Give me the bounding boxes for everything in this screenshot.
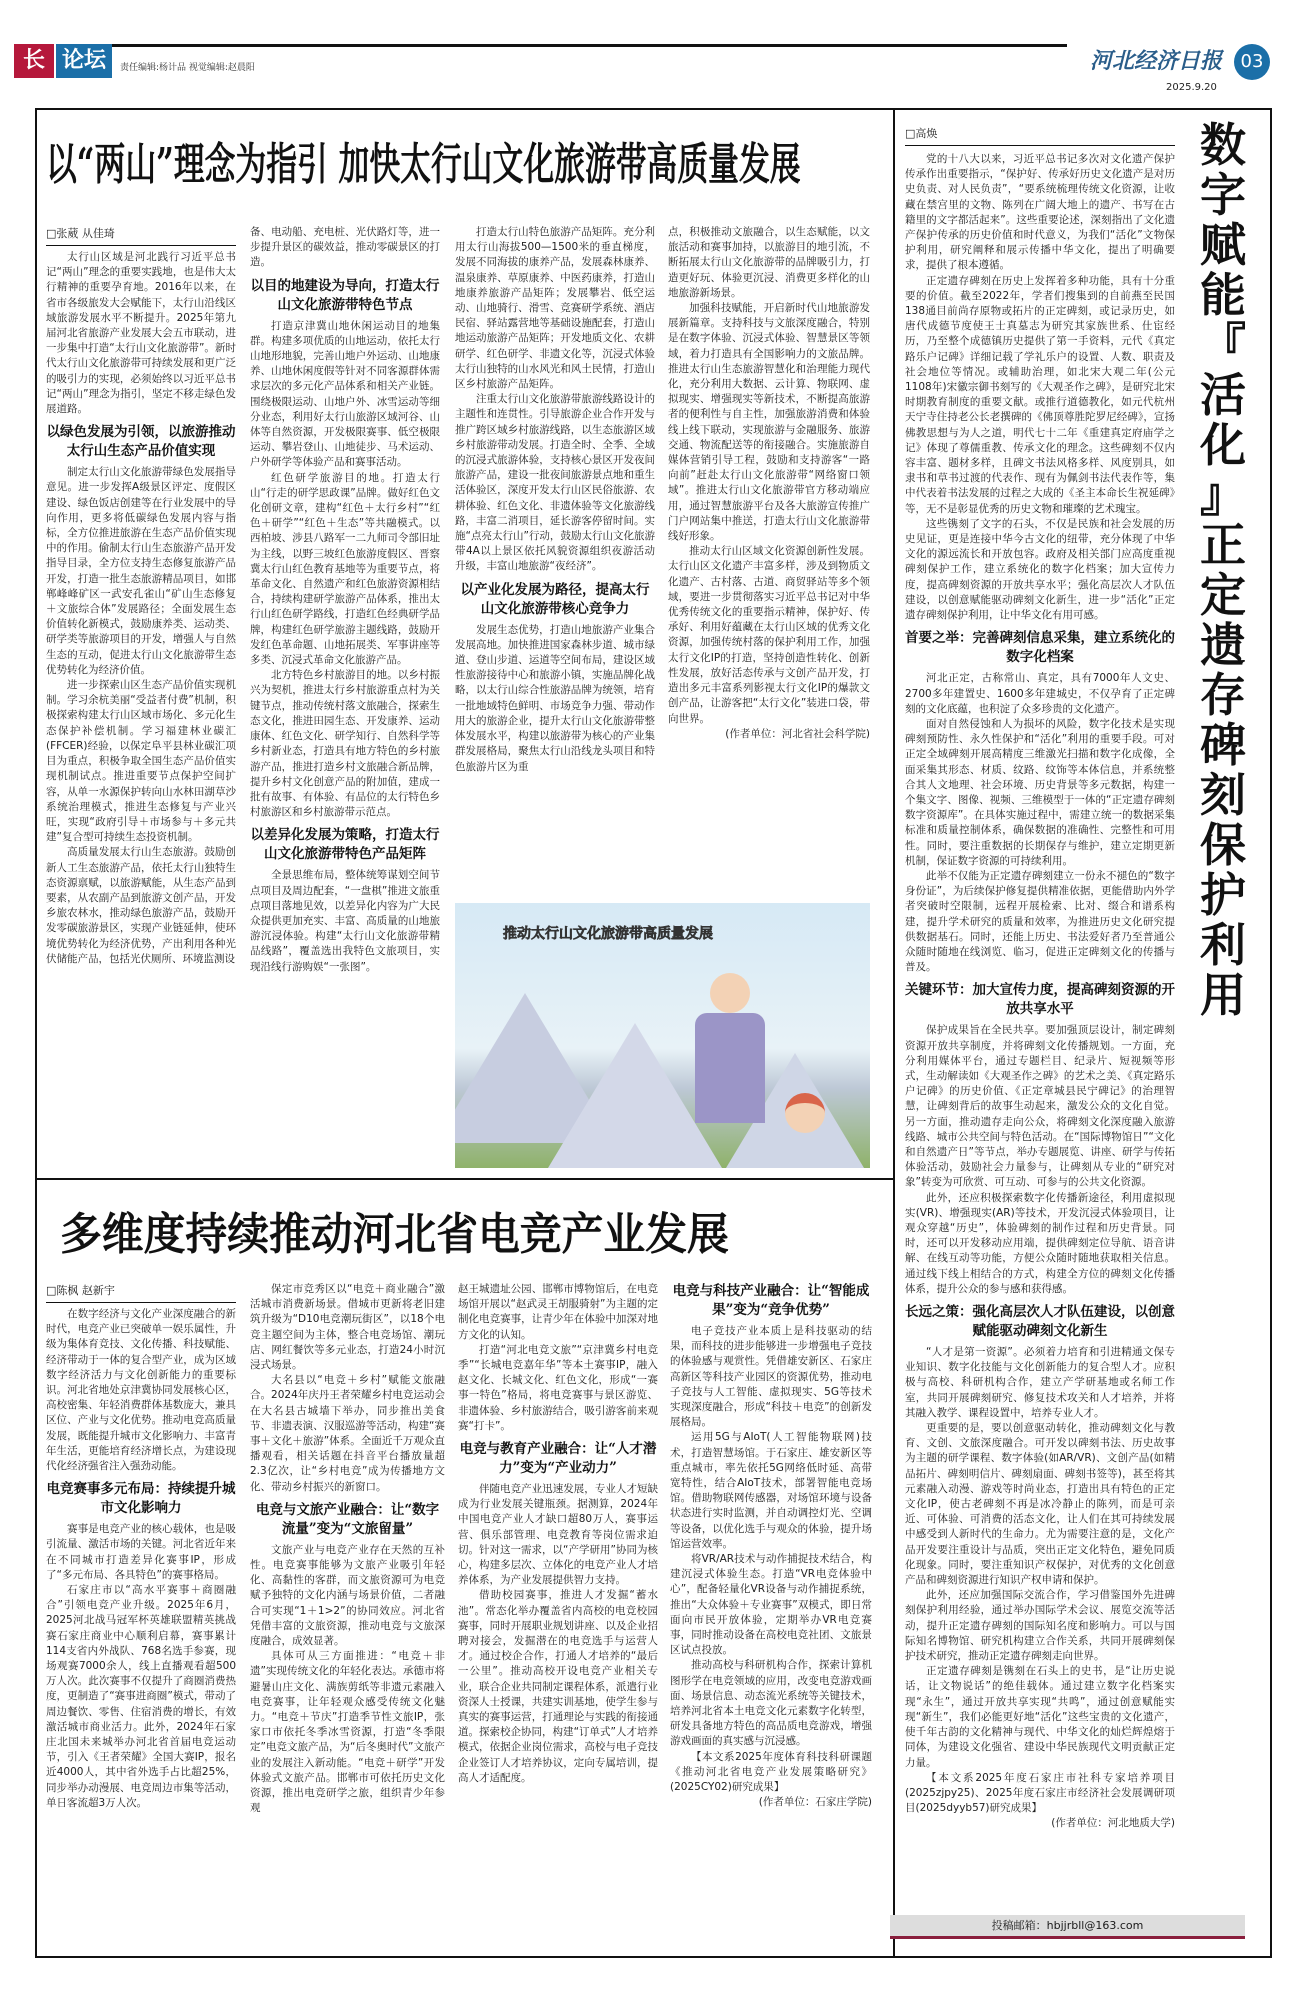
article1-byline: □张葳 从佳琦 [46, 225, 236, 246]
article3-body [905, 152, 1175, 1907]
paragraph: 推动高校与科研机构合作，探索计算机图形学在电竞领域的应用，改变电竞游戏画面、场景信息、动态流光系统等关键技术，培养河北省本土电竞文化元素数字化转型，研发具备地方特色的高品质电竞游戏，增强游戏画面的真实感与沉浸感。 [670, 1659, 872, 1748]
subheading: 以产业化发展为路径，提高太行山文化旅游带核心竞争力 [460, 581, 650, 617]
submission-email[interactable]: 投稿邮箱：hbjjrbll@163.com [890, 1915, 1245, 1939]
paragraph: 正定遗存碑刻是镌刻在石头上的史书，是“让历史说话，让文物说话”的绝佳载体。通过建立数字化档案实现“永生”，通过开放共享实现“共鸣”，通过创意赋能实现“新生”，我们必能更好地“活化”这些宝贵的文化遗产，使千年古韵的文化精神与现代、中华文化的灿烂辉煌熔于同体，为建设文化强省、建设中华民族现代文明贡献正定力量。 [905, 1665, 1175, 1769]
subheading: 关键环节：加大宣传力度，提高碑刻资源的开放共享水平 [905, 982, 1175, 1018]
paragraph: 打造“河北电竞文旅”“京津冀乡村电竞季”“长城电竞嘉年华”等本土赛事IP，融入赵文化、长城文化、红色文化，形成“一赛事一特色”格局，将电竞赛事与景区游览、非遗体验、乡村旅游结合，吸引游客前来观赛“打卡”。 [458, 1343, 658, 1432]
vertical-title-char: 保 [1200, 818, 1246, 872]
vertical-title-char: 能 [1200, 268, 1246, 322]
paragraph: 将VR/AR技术与动作捕捉技术结合，构建沉浸式体验生态。打造“VR电竞体验中心”，配备轻量化VR设备与动作捕捉系统，推出“大众体验＋专业赛事”双模式，即日常面向市民开放体验，定期举办VR电竞赛事，同时推动设备在高校电竞社团、文旅景区试点投放。 [670, 1553, 872, 1657]
vertical-title-char: 活 [1200, 368, 1246, 422]
column-divider [893, 108, 895, 1958]
paragraph: 借助校园赛事，推进人才发掘“蓄水池”。常态化举办覆盖省内高校的电竞校园赛事，同时开展职业规划讲座、以及企业招聘对接会，发掘潜在的电竞选手与运营人才。通过校企合作，打通人才培养的“最后一公里”。推动高校开设电竞产业相关专业，联合企业共同制定课程体系，派遣行业资深人士授课，共建实训基地，使学生参与真实的赛事运营，打通理论与实践的衔接通道。探索校企协同，构建“订单式”人才培养模式，依据企业岗位需求，高校与电子竞技企业签订人才培养协议，定向专属培训，提高人才适配度。 [458, 1589, 658, 1784]
article2-column-3 [458, 1282, 658, 1947]
tourist-figure [710, 973, 750, 1013]
article1-title: 以“两山”理念为指引 加快太行山文化旅游带高质量发展 [46, 139, 801, 190]
author-affiliation: (作者单位：河北地质大学) [1051, 1817, 1175, 1830]
paragraph: 保定市竞秀区以“电竞＋商业融合”激活城市消费新场景。借城市更新将老旧建筑升级为“D10电竞潮玩街区”，以18个电竞主题空间为主体，整合电竞场馆、潮玩店、网红餐饮等多元业态，打造24小时沉浸式场景。 [250, 1283, 445, 1372]
paragraph: 运用5G与AIoT(人工智能物联网)技术，打造智慧场馆。于石家庄、雄安新区等重点城市，率先依托5G网络低时延、高带宽特性，结合AIoT技术，部署智能电竞场馆。借助物联网传感器，对场馆环境与设备状态进行实时监测，并自动调控灯光、空调等设备，以优化选手与观众的体验，提升场馆运营效率。 [670, 1431, 872, 1550]
vertical-title-char: 』 [1200, 468, 1246, 522]
paragraph: 点，积极推动文旅融合，以生态赋能，以文旅活动和赛事加持，以旅游目的地引流，不断拓展太行山文化旅游带的品牌吸引力，打造更好玩、体验更沉浸、消费更多样化的山地旅游新场景。 [668, 226, 870, 299]
vertical-title-char: 刻 [1200, 768, 1246, 822]
paragraph: “人才是第一资源”。必须着力培育和引进精通文保专业知识、数字化技能与文化创新能力的复合型人才。应积极与高校、科研机构合作，建立产学研基地或名师工作室，共同开展碑刻研究、修复技术攻关和人才培养，并将其融入教学、课程设置中，培养专业人才。 [905, 1346, 1175, 1419]
article1-column-3 [455, 225, 655, 895]
vertical-title-char: 用 [1200, 968, 1246, 1022]
paragraph: 赛事是电竞产业的核心载体，也是吸引流量、激活市场的关键。河北省近年来在不同城市打造差异化赛事IP，形成了“多元布局、各具特色”的赛事格局。 [46, 1523, 236, 1581]
newspaper-masthead: 河北经济日报 [1090, 48, 1223, 74]
vertical-title-char: 字 [1200, 168, 1246, 222]
vertical-title-char: 『 [1200, 318, 1246, 372]
subheading: 以差异化发展为策略，打造太行山文化旅游带特色产品矩阵 [250, 827, 440, 863]
paragraph: 推动太行山区域文化资源创新性发展。太行山区文化遗产丰富多样，涉及到物质文化遗产、古村落、古道、商贸驿站等多个领域，要进一步贯彻落实习近平总书记对中华优秀传统文化的重要指示精神，保护好、传承好、利用好蕴藏在太行山区域的优秀文化资源，加强传统村落的保护利用工作，加强太行文化IP的打造，坚持创造性转化、创新性发展，放好活态传承与文创产品开发，打造出多元丰富系列影视太行文化IP的爆款文创产品，让游客把“太行文化”装进口袋，带向世界。 [668, 545, 870, 725]
illustration-caption: 推动太行山文化旅游带高质量发展 [503, 926, 713, 942]
editors-credit: 责任编辑:杨计品 视觉编辑:赵晨阳 [120, 63, 255, 73]
vertical-title-char: 定 [1200, 568, 1246, 622]
subheading: 首要之举：完善碑刻信息采集，建立系统化的数字化档案 [905, 630, 1175, 666]
vertical-title-char: 存 [1200, 668, 1246, 722]
paragraph: 大名县以“电竞＋乡村”赋能文旅融合。2024年庆丹王者荣耀乡村电竞运动会在大名县古城墙下举办，同步推出美食节、非遗表演、汉服巡游等活动，构建“赛事＋文化＋旅游”体系。全面近千万观众直播观看，相关话题在抖音平台播放量超2.3亿次，让“乡村电竞”成为传播地方文化、带动乡村振兴的新窗口。 [250, 1374, 445, 1493]
article2-title: 多维度持续推动河北省电竞产业发展 [60, 1209, 729, 1260]
paragraph: 石家庄市以“高水平赛事＋商圈融合”引领电竞产业升级。2025年6月，2025河北战马冠军杯英雄联盟精英挑战赛石家庄商业中心顺利启幕，赛事累计114支省内外战队、768名选手参赛，现场观赛7000余人，线上直播观看超500万人次。此次赛事不仅提升了商圈消费热度，更制造了“赛事进商圈”模式，带动了周边餐饮、零售、住宿消费的增长，有效激活城市商业活力。此外，2024年石家庄北国未来城举办河北省首届电竞运动节，引入《王者荣耀》全国大赛IP，报名近4000人，其中省外选手占比超25%，同步举办动漫展、电竞周边市集等活动，单日客流超3万人次。 [46, 1584, 236, 1809]
vertical-title-char: 碑 [1200, 718, 1246, 772]
paragraph: 注重太行山文化旅游带旅游线路设计的主题性和连贯性。引导旅游企业合作开发与推广跨区域乡村旅游线路，以生态旅游区域乡村旅游带动发展。打造全时、全季、全域的沉浸式旅游体验，支持核心景区开发夜间旅游产品，建设一批夜间旅游景点地和重生活体验区，深度开发太行山区民俗旅游、农耕体验、红色文化、非遗体验等文化旅游线路，丰富二消项目，延长游客停留时间。实施“点亮太行山”行动，鼓励太行山文化旅游带4A以上景区依托风貌资源组织夜游活动升级，丰富山地旅游“夜经济”。 [455, 393, 655, 573]
paragraph: 更重要的是，要以创意驱动转化，推动碑刻文化与教育、文创、文旅深度融合。可开发以碑刻书法、历史故事为主题的研学课程、数字体验(如AR/VR)、文创产品(如精品拓片、碑刻明信片、碑刻扇面、碑刻书签等)，甚至将其元素融入动漫、游戏等时尚业态，打造出具有特色的正定文化IP，使古老碑刻不再是冰冷静止的陈列，而是可亲近、可体验、可消费的活态文化，让人们在其可持续发展中感受到人新时代的生命力。尤为需要注意的是，文化产品开发要注重设计与品质，突出正定文化特色，避免同质化现象。同时，要注重知识产权保护，对优秀的文化创意产品和碑刻资源进行知识产权申请和保护。 [905, 1422, 1175, 1587]
paragraph: 打造京津冀山地休闲运动目的地集群。构建多项优质的山地运动，依托太行山地形地貌，完善山地户外运动、山地康养、山地休闲度假等针对不同客源群体需求层次的多元化产品体系和相关产业链。围绕极限运动、山地户外、冰雪运动等细分业态，利用好太行山旅游区域河谷、山体等自然资源，开发极限赛事、低空极限运动、攀岩登山、山地徒步、马术运动、户外研学等体验产品和赛事活动。 [250, 319, 440, 469]
paragraph: 加强科技赋能，开启新时代山地旅游发展新篇章。支持科技与文旅深度融合，特别是在数字体验、沉浸式体验、智慧景区等领域，着力打造具有全国影响力的文旅品牌。推进太行山生态旅游智慧化和治理能力现代化，充分利用大数据、云计算、物联网、虚拟现实、增强现实等新技术，不断提高旅游者的便利性与自主性，加强旅游消费和体验线上线下联动，实现旅游与金融服务、旅游交通、物流配送等的衔接融合。实施旅游自媒体营销引导工程，鼓励和支持游客“一路向前”赶赴太行山文化旅游带“网络窗口领域”。推进太行山文化旅游带官方移动端应用，通过智慧旅游平台及各大旅游宣传推广门户网站集中推送，打造太行山文化旅游带线好形象。 [668, 302, 870, 543]
funding-note: 【本文系2025年度体育科技科研课题《推动河北省电竞产业发展策略研究》(2025CY02)研究成果】 [670, 1750, 872, 1794]
vertical-title-char: 数 [1200, 118, 1246, 172]
page-number: 03 [1234, 44, 1270, 80]
paragraph: 红色研学旅游目的地。打造太行山“行走的研学思政课”品牌。做好红色文化创研文章，建构“红色＋太行乡村”“红色＋研学”“红色＋生态”等共融模式。以西柏坡、涉县八路军一二九师司令部旧址为主线，以野三坡红色旅游度假区、晋察冀太行山红色教育基地等为重要节点，将革命文化、自然遗产和红色旅游资源相结合，持续构建研学旅游产品体系，推出太行山红色研学路线，打造红色经典研学品牌，构建红色研学旅游主题线路，鼓励开发红色革命题、山地拓展类、军事讲座等多类、沉浸式革命文化旅游产品。 [250, 471, 440, 667]
section-logo-luntan: 论坛 [56, 44, 112, 78]
vertical-title-char: 正 [1200, 518, 1246, 572]
vertical-title-char: 赋 [1200, 218, 1246, 272]
article-divider [35, 1178, 895, 1180]
illustration-tourists-mountains [455, 903, 870, 1168]
paragraph: 此举不仅能为正定遗存碑刻建立一份永不褪色的“数字身份证”，为后续保护修复提供精准依据，更能借助内外学者突破时空限制，远程开展检索、比对、缀合和谱系构建，提升学术研究的质量和效率，为推进历史文化研究提供数据基石。同时，还能上历史、书法爱好者乃至普通公众随时随地在线浏览、临习，促进正定碑刻文化的传播与普及。 [905, 869, 1175, 974]
subheading: 以目的地建设为导向，打造太行山文化旅游带特色节点 [250, 277, 440, 313]
paragraph: 文旅产业与电竞产业存在天然的互补性。电竞赛事能够为文旅产业吸引年轻化、高黏性的客群，而文旅资源可为电竞赋予独特的文化内涵与场景价值，二者融合可实现“1＋1>2”的协同效应。河北省凭借丰富的文旅资源，推动电竞与文旅深度融合，成效显著。 [250, 1543, 445, 1648]
paragraph: 制定太行山文化旅游带绿色发展指导意见。进一步发挥A级景区评定、度假区建设、绿色饭店创建等在行业发展中的导向作用，更多将低碳绿色发展内容与指标，全方位推进旅游在生态产品价值实现中的作用。偷制太行山生态旅游产品开发指导目录，全方位支持生态修复旅游产品开发，打造一批生态旅游精品项目，如邯郸峰峰矿区一武安孔雀山“矿山生态修复＋文旅综合体”发展路径；全面发展生态价值转化新模式，鼓励康养类、运动类、研学类等旅游项目的开发，增强人与自然生态的互动，促进太行山文化旅游带生态优势转化为经济价值。 [46, 466, 236, 676]
paragraph: 面对自然侵蚀和人为损坏的风险，数字化技术是实现碑刻预防性、永久性保护和“活化”利用的重要手段。可对正定全域碑刻开展高精度三维激光扫描和数字化成像，全面采集其形态、材质、纹路、纹饰等本体信息，并系统整合其人文地理、社会环境、历史背景等多元数据，构建一个集文字、图像、视频、三维模型于一体的“正定遗存碑刻数字资源库”。在具体实施过程中，需建立统一的数据采集标准和质量控制体系，确保数据的准确性、完整性和可用性。同时，要注重数据的长期保存与维护，建立定期更新机制，保证数字资源的可持续利用。 [905, 717, 1175, 867]
paragraph: 这些镌刻了文字的石头，不仅是民族和社会发展的历史见证，更是连接中华今古文化的纽带，充分体现了中华文化的源远流长和开放包容。政府及相关部门应高度重视碑刻保护工作，建立系统化的数字化档案；加大宣传力度，提高碑刻资源的开放共享水平；强化高层次人才队伍建设，以创意赋能驱动碑刻文化新生，进一步“活化”正定遗存碑刻保护利用，让中华文化有用可感。 [905, 517, 1175, 622]
paragraph: 河北正定，古称常山、真定，具有7000年人文史、2700多年建置史、1600多年建城史，不仅孕育了正定碑刻的文化底蕴，也积淀了众多珍贵的文化遗产。 [905, 672, 1175, 715]
subheading: 以绿色发展为引领，以旅游推动太行山生态产品价值实现 [46, 424, 236, 460]
paragraph: 打造太行山特色旅游产品矩阵。充分利用太行山海拔500—1500米的垂直梯度，发展不同海拔的康养产品，发展森林康养、温泉康养、草原康养、中医药康养，打造山地康养旅游产品矩阵；发展攀岩、低空运动、山地骑行、滑雪、竞赛研学系统、酒店民宿、驿站露营地等基础设施配套，打造山地运动旅游产品矩阵；开发地质文化、农耕研学、红色研学、非遗文化等，沉浸式体验太行山独特的山水风光和风土民情，打造山区乡村旅游产品矩阵。 [455, 226, 655, 391]
article2-column-1 [46, 1307, 236, 1947]
paragraph: 备、电动船、充电桩、光伏路灯等，进一步提升景区的碳效益，推动零碳景区的打造。 [250, 226, 440, 269]
author-affiliation: (作者单位：石家庄学院) [758, 1796, 872, 1809]
issue-date: 2025.9.20 [1166, 82, 1217, 93]
paragraph: 此外，还应加强国际交流合作，学习借鉴国外先进碑刻保护利用经验，通过举办国际学术会议、展览交流等活动，提升正定遗存碑刻的国际知名度和影响力。可以与国际知名博物馆、研究机构建立合作关系，共同开展碑刻保护技术研究，推动正定遗存碑刻走向世界。 [905, 1589, 1175, 1663]
paragraph: 党的十八大以来，习近平总书记多次对文化遗产保护传承作出重要指示，“保护好、传承好历史文化遗产是对历史负责、对人民负责”，“要系统梳理传统文化资源，让收藏在禁宫里的文物、陈列在广阔大地上的遗产、书写在古籍里的文字都活起来”。这些重要论述，深刻指出了文化遗产保护传承的历史价值和时代意义，为我们“活化”文物保护利用，研究阐释和展示传播中华文化，提出了明确要求，提供了根本遵循。 [905, 153, 1175, 272]
vertical-title-char: 化 [1200, 418, 1246, 472]
author-affiliation: (作者单位：河北省社会科学院) [725, 727, 870, 740]
funding-note: 【本文系2025年度石家庄市社科专家培养项目(2025zjpy25)、2025年度石家庄市经济社会发展调研项目(2025dyyb57)研究成果】 [905, 1771, 1175, 1815]
paragraph: 伴随电竞产业迅速发展，专业人才短缺成为行业发展关键瓶颈。据测算，2024年中国电竞产业人才缺口超80万人，赛事运营、俱乐部管理、电竞教育等岗位需求迫切。针对这一需求，以“产学研用”协同为核心，构建多层次、立体化的电竞产业人才培养体系，为产业发展提供智力支持。 [458, 1483, 658, 1587]
article1-column-2 [250, 225, 440, 1170]
article2-column-4 [670, 1282, 872, 1947]
paragraph: 保护成果旨在全民共享。要加强顶层设计，制定碑刻资源开放共享制度，并将碑刻文化传播规划。一方面，充分利用媒体平台，通过专题栏目、纪录片、短视频等形式，生动解读如《大观圣作之碑》的艺术之美、《真定路乐户记碑》的历史价值、《正定章城县民宁碑记》的治理智慧，让碑刻背后的故事生动起来，激发公众的文化自觉。另一方面，推动遗存走向公众，将碑刻文化深度融入旅游线路、城市公共空间与特色活动。在“国际博物馆日”“文化和自然遗产日”等节点，举办专题展览、讲座、研学与传拓体验活动，鼓励社会力量参与，让碑刻从专业的“研究对象”转变为可欣赏、可互动、可参与的公共文化资源。 [905, 1024, 1175, 1189]
paragraph: 全景思维布局，整体统筹谋划空间节点项目及周边配套，“一盘棋”推进文旅重点项目落地见效，以差异化内容为广大民众提供更加充实、丰富、高质量的山地旅游沉浸体验。构建“太行山文化旅游带精品线路”，覆盖选出我特色文旅项目，实现沿线行游购娱“一张图”。 [250, 869, 440, 973]
article3-byline: □高焕 [905, 125, 1175, 146]
subheading: 电竞与教育产业融合：让“人才潜力”变为“产业动力” [459, 1441, 657, 1477]
paragraph: 此外，还应积极探索数字化传播新途径，利用虚拟现实(VR)、增强现实(AR)等技术，开发沉浸式体验项目，让观众穿越“历史”，体验碑刻的制作过程和历史背景。同时，还可以开发移动应用端，提供碑刻定位导航、语音讲解、在线互动等功能，方便公众随时随地获取相关信息。通过线下线上相结合的方式，构建全方位的碑刻文化传播体系，提升公众的参与感和获得感。 [905, 1191, 1175, 1295]
subheading: 电竞与科技产业融合：让“智能成果”变为“竞争优势” [672, 1283, 870, 1318]
subheading: 电竞赛事多元布局：持续提升城市文化影响力 [46, 1481, 236, 1517]
article2-column-2 [250, 1282, 445, 1947]
paragraph: 北方特色乡村旅游目的地。以乡村振兴为契机，推进太行乡村旅游重点村为关键节点，推动传统村落文旅融合，探索生态文化，推进田园生态、开发康养、运动康体、红色文化、研学知行、自然科学等乡村新业态，打造具有地方特色的乡村旅游产品，推进打造乡村文旅融合新品牌，提升乡村文化创意产品的附加值，建成一批有故事、有体验、有品位的太行特色乡村旅游区和乡村旅游带示范点。 [250, 669, 440, 819]
paragraph: 电子竞技产业本质上是科技驱动的结果，而科技的进步能够进一步增强电子竞技的体验感与观赏性。凭借雄安新区、石家庄高新区等科技产业园区的资源优势，推动电子竞技与人工智能、虚拟现实、5G等技术实现深度融合，形成“科技＋电竞”的创新发展格局。 [670, 1325, 872, 1429]
paragraph: 高质量发展太行山生态旅游。鼓励创新人工生态旅游产品，依托太行山独特生态资源禀赋，以旅游赋能，从生态产品到要素，从农副产品到旅游文创产品，开发乡旅农林水，推动绿色旅游产品，鼓励开发零碳旅游景区，实现产业链延伸，使环境优势转化为经济优势，产出利用各种光伏储能产品，包括光伏厕所、环境监测设 [46, 846, 236, 965]
article3-vertical-title [1183, 120, 1263, 1020]
paragraph: 太行山区域是河北践行习近平总书记“两山”理念的重要实践地，也是伟大太行精神的重要孕育地。2016年以来，在省市各级旅发大会赋能下，太行山沿线区域旅游发展水平不断提升。2025年第九届河北省旅游产业发展大会五市联动，进一步集中打造“太行山文化旅游带”。新时代太行山文化旅游带可持续发展和更广泛的吸引力的实现，必须始终以习近平总书记“两山”理念为指引，坚定不移走绿色发展道路。 [46, 251, 236, 416]
article2-byline: □陈枫 赵新宇 [46, 1282, 236, 1303]
vertical-title-char: 护 [1200, 868, 1246, 922]
subheading: 长远之策：强化高层次人才队伍建设，以创意赋能驱动碑刻文化新生 [905, 1304, 1175, 1340]
paragraph: 正定遗存碑刻在历史上发挥着多种功能，具有十分重要的价值。截至2022年，学者们搜集到的自前燕至民国138通目前尚存原物或拓片的正定碑刻，或记录历史，如唐代成德节度使王士真墓志为研究其家族世系、仕宦经历，乃至整个成德镇历史提供了第一手资料，元代《真定路乐户记碑》详细记载了学礼乐户的设置、人数、职责及社会地位等情况。或辅助治理，如北宋大观二年(公元1108年)宋徽宗御书刻写的《大观圣作之碑》，是研究北宋时期教育制度的重要文献。或推行道德教化，如元代杭州天宁寺住持老公长老撰碑的《佛顶尊胜陀罗尼经碑》，宣扬佛教思想与为人之道，明代七十二年《重建真定府庙学之记》体现了尊儒重教、传承文化的理念。这些碑刻不仅内容丰富、题材多样，且碑文书法风格多样、风度别具，如隶书和草书过渡的代表作、现有为佩剑书法代表作等，集中代表着书法发展的过程之大成的《圣主本命长生祝延碑》等，无不是彰显优秀的历史文物和璀璨的艺术瑰宝。 [905, 274, 1175, 515]
article1-column-4 [668, 225, 870, 895]
subheading: 电竞与文旅产业融合：让“数字流量”变为“文旅留量” [255, 1501, 440, 1537]
vertical-title-char: 利 [1200, 918, 1246, 972]
paragraph: 在数字经济与文化产业深度融合的新时代，电竞产业已突破单一娱乐属性，升级为集体育竞技、文化传播、科技赋能、经济带动于一体的复合型产业，成为区域数字经济活力与文化创新能力的重要标识。河北省地处京津冀协同发展核心区，高校密集、年轻消费群体基数庞大，兼具区位、产业与文化优势。推动电竞高质量发展，既能提升城市文化影响力、丰富青年生活，更能培育经济增长点，为建设现代化经济强省注入强劲动能。 [46, 1308, 236, 1473]
header-rule [112, 44, 1067, 47]
article1-column-1 [46, 250, 236, 1170]
paragraph: 赵王城遗址公园、邯郸市博物馆后，在电竞场馆开展以“赵武灵王胡服骑射”为主题的定制化电竞赛事，让青少年在体验中加深对地方文化的认知。 [458, 1283, 658, 1341]
paragraph: 进一步探索山区生态产品价值实现机制。学习余杭美丽“受益者付费”机制，积极探索构建太行山区域市场化、多元化生态保护补偿机制。学习福建林业碳汇(FFCER)经验，以保定阜平县林业碳汇项目为重点，积极争取全国生态产品价值实现机制试点。推进重要节点保护空间扩容，从单一水源保护转向山水林田湖草沙系统治理模式，推进生态修复与产业兴旺，实现“政府引导＋市场参与＋多元共建”复合型可持续生态投资机制。 [46, 679, 236, 844]
paragraph: 发展生态优势，打造山地旅游产业集合发展高地。加快推进国家森林步道、城市绿道、登山步道、运道等空间布局，建设区域性旅游接待中心和旅游小镇，实施品牌化战略，以太行山综合性旅游品牌为统领，培育一批地域特色鲜明、市场竞争力强、带动作用大的旅游企业，提升太行山文化旅游带整体发展水平，构建以旅游带为核心的产业集群发展格局，聚焦太行山沿线龙头项目和特色旅游片区为重 [455, 623, 655, 773]
section-logo-changcheng: 长城 [14, 44, 54, 78]
paragraph: 具体可从三方面推进：“电竞＋非遗”实现传统文化的年轻化表达。承德市将避暑山庄文化、满族剪纸等非遗元素融入电竞赛事，让年轻观众感受传统文化魅力。“电竞＋节庆”打造季节性文旅IP，张家口市依托冬季冰雪资源，打造“冬季限定”电竞文旅产品，为“后冬奥时代”文旅产业的发展注入新动能。“电竞＋研学”开发体验式文旅产品。邯郸市可依托历史文化资源，推出电竞研学之旅，组织青少年参观 [250, 1650, 445, 1815]
vertical-title-char: 遗 [1200, 618, 1246, 672]
